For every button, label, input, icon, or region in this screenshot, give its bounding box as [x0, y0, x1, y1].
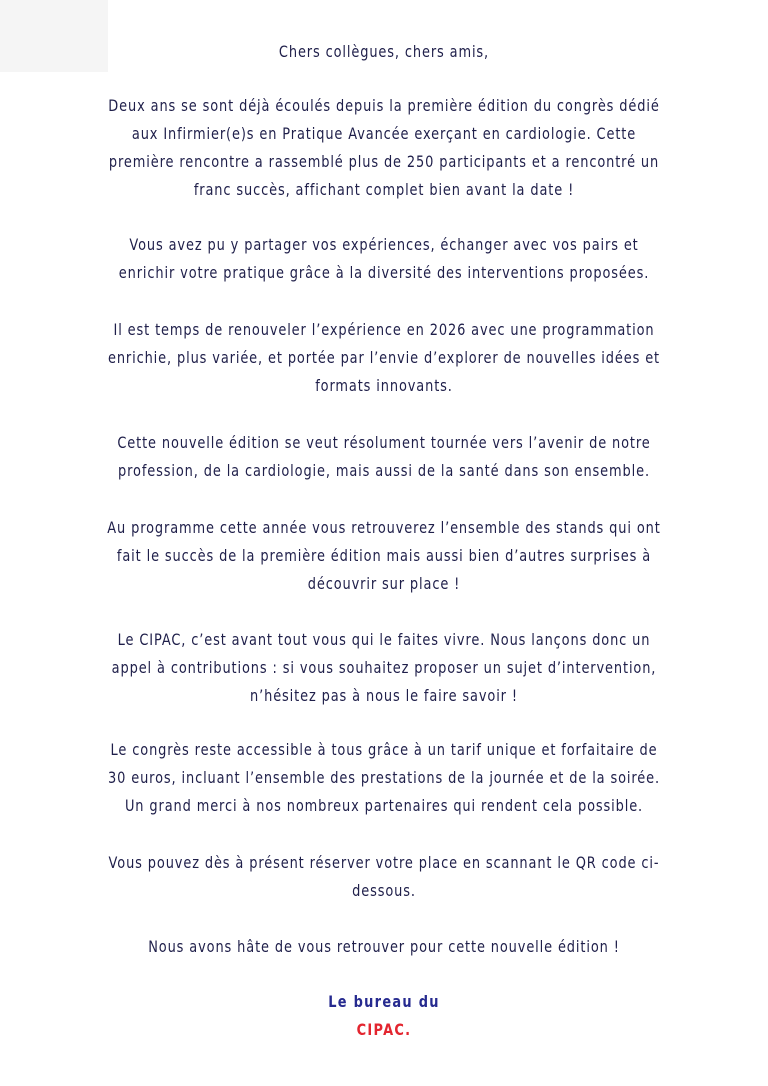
paragraph-contributions	[77, 626, 691, 710]
text-line: Vous pouvez dès à présent réserver votre place en scannant le QR code ci-	[108, 853, 660, 872]
text-line: découvrir sur place !	[307, 574, 461, 593]
text-line: Deux ans se sont déjà écoulés depuis la première édition du congrès dédié	[108, 96, 660, 115]
text-line: Au programme cette année vous retrouverez l’ensemble des stands qui ont	[107, 518, 661, 537]
text-line: Le congrès reste accessible à tous grâce à un tarif unique et forfaitaire de	[110, 740, 658, 759]
text-line: enrichir votre pratique grâce à la diversité des interventions proposées.	[118, 263, 650, 282]
greeting: Chers collègues, chers amis,	[278, 42, 490, 61]
text-line: Nous avons hâte de vous retrouver pour cette nouvelle édition !	[148, 937, 620, 956]
text-line: fait le succès de la première édition mais aussi bien d’autres surprises à	[116, 546, 652, 565]
text-line: Le CIPAC, c’est avant tout vous qui le faites vivre. Nous lançons donc un	[117, 630, 651, 649]
paragraph-pricing	[77, 736, 691, 820]
text-line: Il est temps de renouveler l’expérience en 2026 avec une programmation	[113, 320, 655, 339]
text-line: profession, de la cardiologie, mais aussi de la santé dans son ensemble.	[118, 461, 650, 480]
text-line: 30 euros, incluant l’ensemble des prestations de la journée et de la soirée.	[107, 768, 660, 787]
paragraph-experiences	[77, 231, 691, 287]
paragraph-reservation	[77, 849, 691, 905]
text-line: formats innovants.	[315, 376, 453, 395]
text-line: enrichie, plus variée, et portée par l’envie d’explorer de nouvelles idées et	[107, 348, 661, 367]
paragraph-closing	[77, 933, 691, 961]
text-line: Un grand merci à nos nombreux partenaires qui rendent cela possible.	[124, 796, 644, 815]
text-line: franc succès, affichant complet bien avant la date !	[193, 180, 575, 199]
signature-line-1: Le bureau du	[328, 992, 440, 1011]
text-line: Vous avez pu y partager vos expériences, échanger avec vos pairs et	[129, 235, 639, 254]
paragraph-first-edition	[77, 92, 691, 204]
text-line: appel à contributions : si vous souhaitez proposer un sujet d’intervention,	[111, 658, 657, 677]
paragraph-renewal	[77, 316, 691, 400]
paragraph-future	[77, 429, 691, 485]
text-line: n’hésitez pas à nous le faire savoir !	[250, 686, 518, 705]
text-line: dessous.	[352, 881, 416, 900]
text-line: Cette nouvelle édition se veut résolument tournée vers l’avenir de notre	[117, 433, 651, 452]
paragraph-program	[77, 514, 691, 598]
text-line: aux Infirmier(e)s en Pratique Avancée exerçant en cardiologie. Cette	[131, 124, 637, 143]
text-line: première rencontre a rassemblé plus de 250 participants et a rencontré un	[108, 152, 660, 171]
signature-line-2: CIPAC.	[356, 1020, 412, 1039]
